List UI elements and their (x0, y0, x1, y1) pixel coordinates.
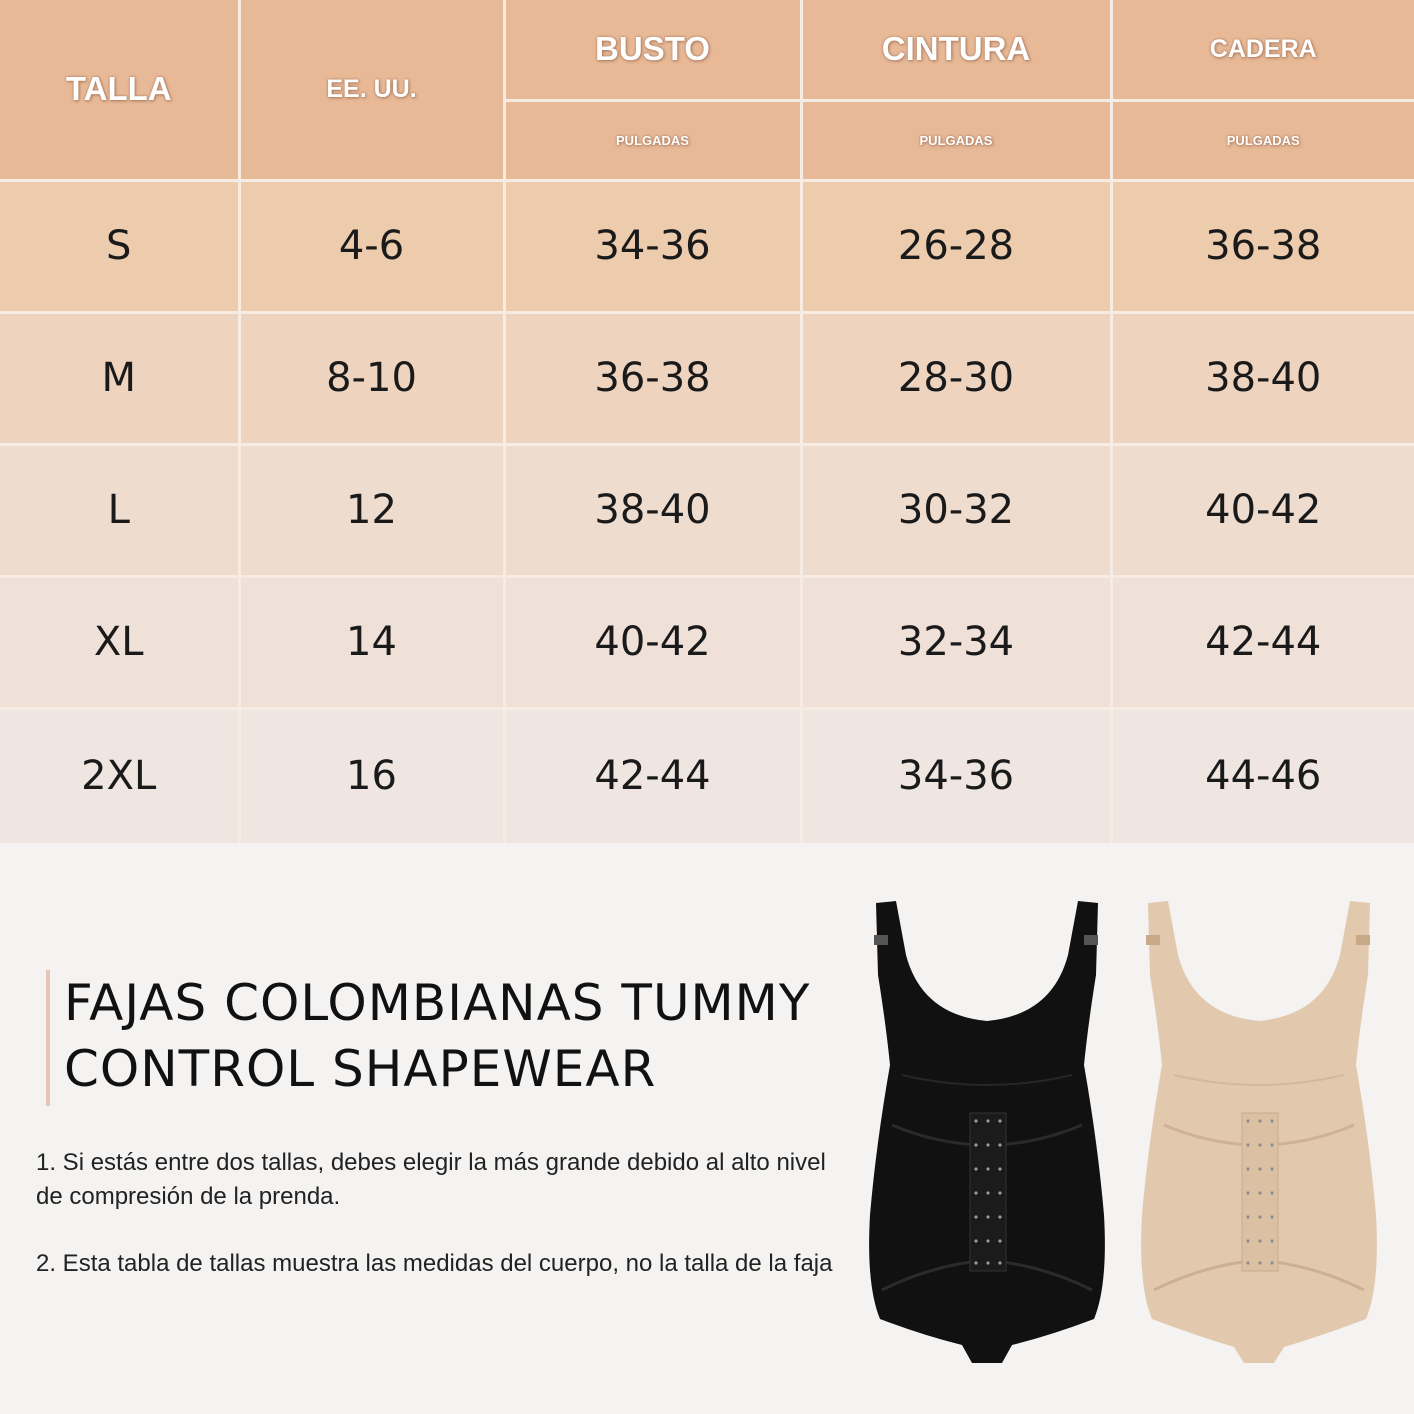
header-eeuu: EE. UU. (239, 0, 504, 180)
table-row (0, 312, 1414, 444)
cell-talla: 2XL (0, 708, 239, 843)
header-cadera: CADERA (1111, 0, 1414, 100)
cell-eeuu: 8-10 (239, 312, 504, 444)
header-busto-unit: PULGADAS (504, 100, 801, 180)
note-2: 2. Esta tabla de tallas muestra las medidas del cuerpo, no la talla de la faja (36, 1250, 833, 1277)
product-title-line1: FAJAS COLOMBIANAS TUMMY (64, 974, 811, 1032)
table-row (0, 708, 1414, 843)
cell-cadera: 40-42 (1111, 444, 1414, 576)
cell-cadera: 38-40 (1111, 312, 1414, 444)
cell-eeuu: 12 (239, 444, 504, 576)
cell-talla: XL (0, 576, 239, 708)
cell-busto: 38-40 (504, 444, 801, 576)
table-row (0, 444, 1414, 576)
header-talla: TALLA (0, 0, 239, 180)
cell-cadera: 44-46 (1111, 708, 1414, 843)
product-title-line2: CONTROL SHAPEWEAR (64, 1040, 657, 1098)
table-row (0, 180, 1414, 312)
cell-busto: 40-42 (504, 576, 801, 708)
cell-talla: L (0, 444, 239, 576)
cell-busto: 34-36 (504, 180, 801, 312)
header-busto: BUSTO (504, 0, 801, 100)
table-row (0, 576, 1414, 708)
cell-eeuu: 14 (239, 576, 504, 708)
cell-cintura: 32-34 (801, 576, 1111, 708)
title-block (46, 970, 844, 1106)
cell-busto: 36-38 (504, 312, 801, 444)
cell-talla: S (0, 180, 239, 312)
cell-talla: M (0, 312, 239, 444)
cell-cintura: 28-30 (801, 312, 1111, 444)
cell-busto: 42-44 (504, 708, 801, 843)
cell-cadera: 36-38 (1111, 180, 1414, 312)
cell-cintura: 26-28 (801, 180, 1111, 312)
nude-shapewear-image (1134, 895, 1384, 1365)
note-1: 1. Si estás entre dos tallas, debes elegir la más grande debido al alto nivel de compresión de la prenda. (36, 1149, 826, 1210)
header-cintura: CINTURA (801, 0, 1111, 100)
cell-cadera: 42-44 (1111, 576, 1414, 708)
cell-cintura: 34-36 (801, 708, 1111, 843)
header-cintura-unit: PULGADAS (801, 100, 1111, 180)
cell-eeuu: 16 (239, 708, 504, 843)
product-title (64, 970, 844, 1102)
cell-cintura: 30-32 (801, 444, 1111, 576)
cell-eeuu: 4-6 (239, 180, 504, 312)
header-cadera-unit: PULGADAS (1111, 100, 1414, 180)
black-shapewear-image (862, 895, 1112, 1365)
